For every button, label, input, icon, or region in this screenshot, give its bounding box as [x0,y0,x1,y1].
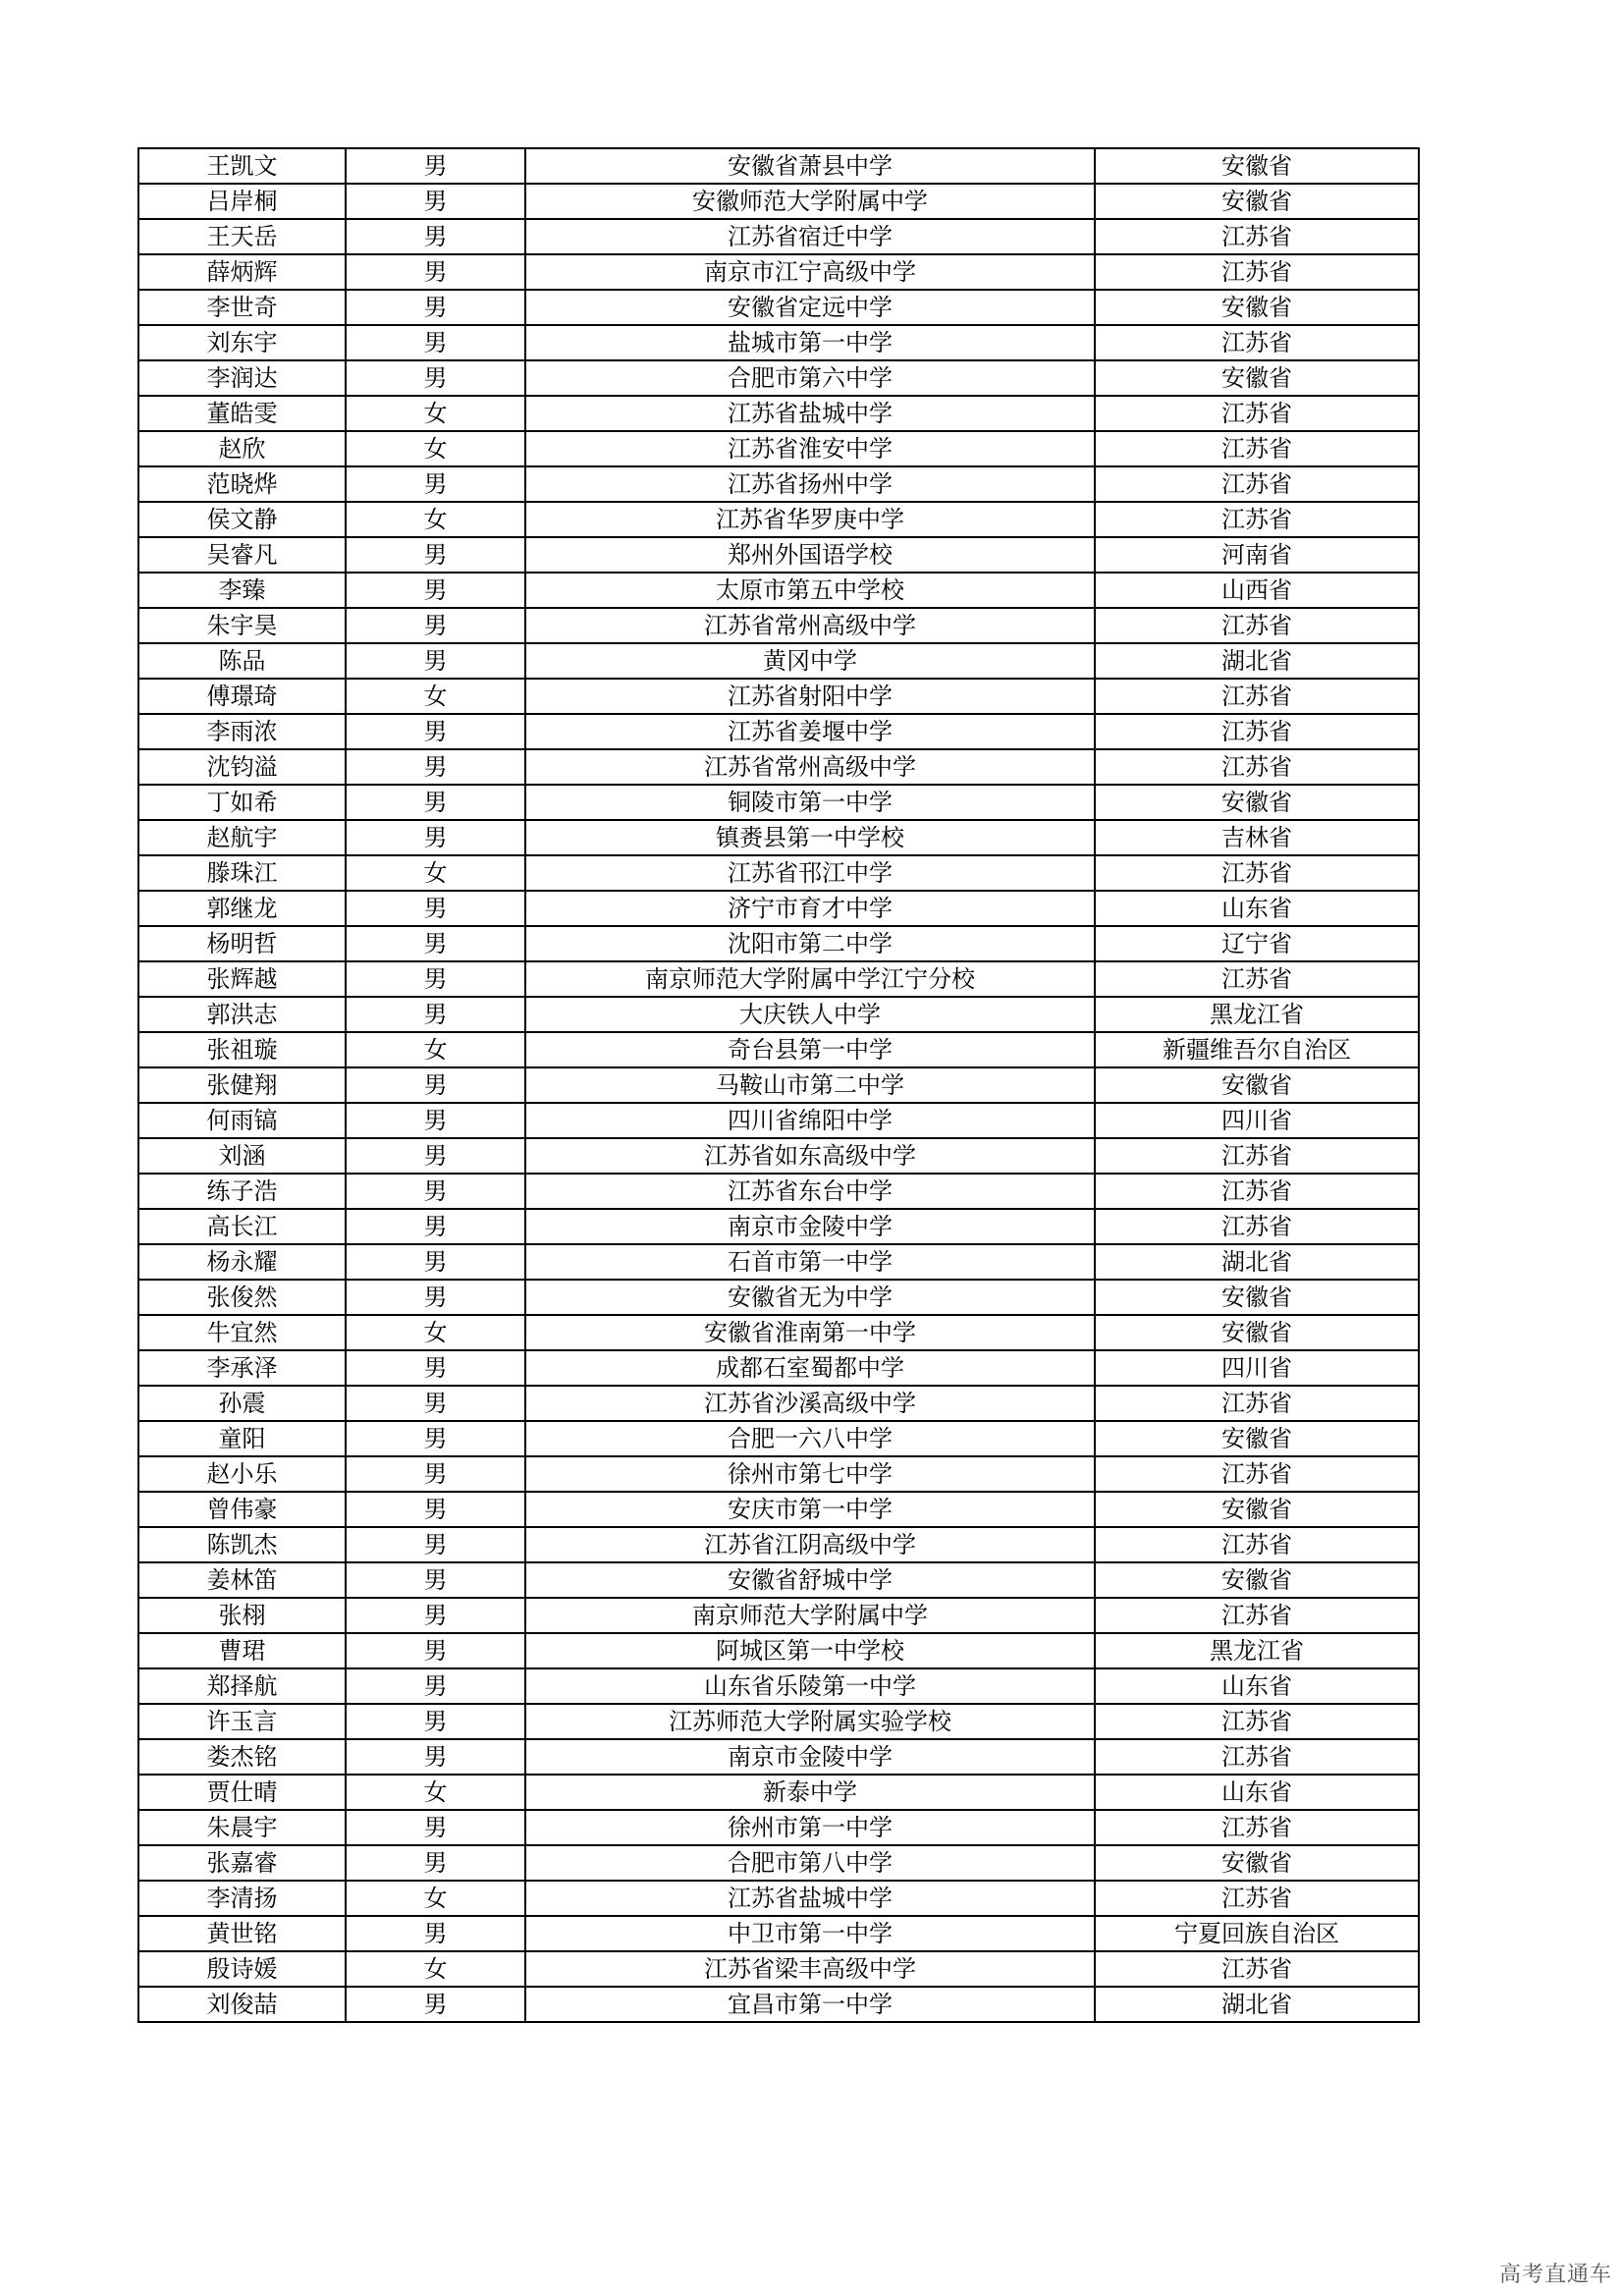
school-cell: 江苏省盐城中学 [525,396,1095,431]
table-row [138,1598,1419,1633]
gender-cell: 男 [346,1067,525,1103]
school-cell: 合肥一六八中学 [525,1421,1095,1456]
roster-table [137,147,1420,2023]
province-cell: 安徽省 [1095,1421,1419,1456]
student-name-cell: 张俊然 [138,1280,346,1315]
province-cell: 江苏省 [1095,219,1419,254]
school-cell: 江苏省扬州中学 [525,466,1095,502]
student-name-cell: 何雨镐 [138,1103,346,1138]
table-row [138,608,1419,643]
gender-cell: 男 [346,926,525,961]
table-row [138,1810,1419,1845]
table-row [138,1881,1419,1916]
student-name-cell: 曹珺 [138,1633,346,1668]
province-cell: 江苏省 [1095,1739,1419,1775]
table-row [138,148,1419,184]
gender-cell: 女 [346,1881,525,1916]
province-cell: 江苏省 [1095,1810,1419,1845]
student-name-cell: 刘东宇 [138,325,346,360]
table-row [138,1562,1419,1598]
school-cell: 成都石室蜀都中学 [525,1350,1095,1386]
province-cell: 安徽省 [1095,1492,1419,1527]
province-cell: 江苏省 [1095,1951,1419,1987]
school-cell: 江苏省宿迁中学 [525,219,1095,254]
student-name-cell: 许玉言 [138,1704,346,1739]
table-row [138,1280,1419,1315]
gender-cell: 男 [346,1916,525,1951]
student-name-cell: 沈钧溢 [138,749,346,785]
table-row [138,961,1419,997]
table-row [138,891,1419,926]
gender-cell: 男 [346,749,525,785]
school-cell: 南京市金陵中学 [525,1209,1095,1244]
province-cell: 安徽省 [1095,290,1419,325]
student-name-cell: 赵小乐 [138,1456,346,1492]
school-cell: 江苏省江阴高级中学 [525,1527,1095,1562]
province-cell: 辽宁省 [1095,926,1419,961]
province-cell: 河南省 [1095,537,1419,573]
gender-cell: 男 [346,537,525,573]
school-cell: 江苏省梁丰高级中学 [525,1951,1095,1987]
province-cell: 山西省 [1095,573,1419,608]
school-cell: 江苏省东台中学 [525,1174,1095,1209]
province-cell: 江苏省 [1095,1527,1419,1562]
student-name-cell: 曾伟豪 [138,1492,346,1527]
student-name-cell: 孙震 [138,1386,346,1421]
table-row [138,1138,1419,1174]
gender-cell: 男 [346,1138,525,1174]
student-name-cell: 杨明哲 [138,926,346,961]
table-row [138,1704,1419,1739]
student-name-cell: 李润达 [138,360,346,396]
province-cell: 山东省 [1095,1668,1419,1704]
school-cell: 江苏省华罗庚中学 [525,502,1095,537]
province-cell: 湖北省 [1095,1244,1419,1280]
student-name-cell: 赵欣 [138,431,346,466]
school-cell: 江苏省沙溪高级中学 [525,1386,1095,1421]
table-row [138,785,1419,820]
table-row [138,1527,1419,1562]
school-cell: 合肥市第六中学 [525,360,1095,396]
student-name-cell: 侯文静 [138,502,346,537]
table-row [138,679,1419,714]
school-cell: 盐城市第一中学 [525,325,1095,360]
school-cell: 阿城区第一中学校 [525,1633,1095,1668]
school-cell: 南京市江宁高级中学 [525,254,1095,290]
province-cell: 山东省 [1095,891,1419,926]
table-row [138,1492,1419,1527]
student-name-cell: 牛宜然 [138,1315,346,1350]
student-name-cell: 董皓雯 [138,396,346,431]
gender-cell: 男 [346,961,525,997]
gender-cell: 男 [346,148,525,184]
school-cell: 四川省绵阳中学 [525,1103,1095,1138]
student-name-cell: 傅璟琦 [138,679,346,714]
province-cell: 江苏省 [1095,1704,1419,1739]
province-cell: 江苏省 [1095,325,1419,360]
table-row [138,643,1419,679]
school-cell: 徐州市第七中学 [525,1456,1095,1492]
province-cell: 江苏省 [1095,1386,1419,1421]
table-row [138,396,1419,431]
gender-cell: 男 [346,325,525,360]
province-cell: 江苏省 [1095,396,1419,431]
gender-cell: 女 [346,1775,525,1810]
gender-cell: 男 [346,1421,525,1456]
gender-cell: 男 [346,1280,525,1315]
province-cell: 江苏省 [1095,608,1419,643]
table-row [138,1739,1419,1775]
student-name-cell: 陈凯杰 [138,1527,346,1562]
province-cell: 江苏省 [1095,714,1419,749]
gender-cell: 男 [346,820,525,855]
student-name-cell: 刘俊喆 [138,1987,346,2022]
gender-cell: 男 [346,1668,525,1704]
table-row [138,1209,1419,1244]
table-row [138,325,1419,360]
province-cell: 新疆维吾尔自治区 [1095,1032,1419,1067]
province-cell: 江苏省 [1095,254,1419,290]
gender-cell: 男 [346,608,525,643]
table-row [138,1315,1419,1350]
gender-cell: 男 [346,1386,525,1421]
gender-cell: 男 [346,1456,525,1492]
gender-cell: 男 [346,1739,525,1775]
school-cell: 奇台县第一中学 [525,1032,1095,1067]
student-name-cell: 高长江 [138,1209,346,1244]
school-cell: 安徽省淮南第一中学 [525,1315,1095,1350]
province-cell: 江苏省 [1095,749,1419,785]
table-row [138,1951,1419,1987]
school-cell: 徐州市第一中学 [525,1810,1095,1845]
table-row [138,714,1419,749]
table-row [138,1633,1419,1668]
student-name-cell: 王天岳 [138,219,346,254]
school-cell: 中卫市第一中学 [525,1916,1095,1951]
gender-cell: 男 [346,466,525,502]
gender-cell: 男 [346,573,525,608]
gender-cell: 女 [346,1951,525,1987]
student-name-cell: 朱晨宇 [138,1810,346,1845]
table-row [138,1103,1419,1138]
gender-cell: 男 [346,1845,525,1881]
table-row [138,254,1419,290]
province-cell: 安徽省 [1095,785,1419,820]
gender-cell: 男 [346,643,525,679]
table-row [138,573,1419,608]
gender-cell: 男 [346,1350,525,1386]
school-cell: 江苏师范大学附属实验学校 [525,1704,1095,1739]
student-name-cell: 娄杰铭 [138,1739,346,1775]
student-name-cell: 张祖璇 [138,1032,346,1067]
student-name-cell: 滕珠江 [138,855,346,891]
school-cell: 镇赉县第一中学校 [525,820,1095,855]
province-cell: 江苏省 [1095,431,1419,466]
school-cell: 江苏省姜堰中学 [525,714,1095,749]
school-cell: 南京师范大学附属中学江宁分校 [525,961,1095,997]
province-cell: 安徽省 [1095,360,1419,396]
table-row [138,360,1419,396]
gender-cell: 女 [346,1315,525,1350]
province-cell: 安徽省 [1095,1845,1419,1881]
province-cell: 安徽省 [1095,1562,1419,1598]
roster-table-body [138,148,1419,2022]
province-cell: 江苏省 [1095,1881,1419,1916]
province-cell: 吉林省 [1095,820,1419,855]
school-cell: 江苏省射阳中学 [525,679,1095,714]
school-cell: 南京师范大学附属中学 [525,1598,1095,1633]
gender-cell: 男 [346,1103,525,1138]
gender-cell: 女 [346,502,525,537]
school-cell: 江苏省盐城中学 [525,1881,1095,1916]
gender-cell: 男 [346,1244,525,1280]
table-row [138,1174,1419,1209]
gender-cell: 男 [346,1704,525,1739]
table-row [138,431,1419,466]
province-cell: 黑龙江省 [1095,1633,1419,1668]
student-name-cell: 黄世铭 [138,1916,346,1951]
student-name-cell: 李世奇 [138,290,346,325]
gender-cell: 男 [346,254,525,290]
school-cell: 南京市金陵中学 [525,1739,1095,1775]
gender-cell: 女 [346,855,525,891]
province-cell: 江苏省 [1095,502,1419,537]
school-cell: 石首市第一中学 [525,1244,1095,1280]
gender-cell: 男 [346,1598,525,1633]
gender-cell: 男 [346,997,525,1032]
gender-cell: 男 [346,360,525,396]
school-cell: 新泰中学 [525,1775,1095,1810]
province-cell: 江苏省 [1095,961,1419,997]
table-row [138,1244,1419,1280]
table-row [138,1668,1419,1704]
province-cell: 宁夏回族自治区 [1095,1916,1419,1951]
student-name-cell: 张嘉睿 [138,1845,346,1881]
school-cell: 黄冈中学 [525,643,1095,679]
province-cell: 江苏省 [1095,855,1419,891]
student-name-cell: 张栩 [138,1598,346,1633]
school-cell: 宜昌市第一中学 [525,1987,1095,2022]
province-cell: 安徽省 [1095,1067,1419,1103]
province-cell: 江苏省 [1095,1138,1419,1174]
table-row [138,184,1419,219]
province-cell: 湖北省 [1095,643,1419,679]
student-name-cell: 杨永耀 [138,1244,346,1280]
province-cell: 江苏省 [1095,679,1419,714]
school-cell: 安徽省定远中学 [525,290,1095,325]
watermark-text: 高考直通车 [1498,2263,1612,2287]
gender-cell: 女 [346,396,525,431]
student-name-cell: 王凯文 [138,148,346,184]
province-cell: 江苏省 [1095,466,1419,502]
school-cell: 安徽省舒城中学 [525,1562,1095,1598]
table-row [138,502,1419,537]
student-name-cell: 朱宇昊 [138,608,346,643]
table-row [138,1775,1419,1810]
gender-cell: 男 [346,1174,525,1209]
table-row [138,997,1419,1032]
gender-cell: 男 [346,1209,525,1244]
student-name-cell: 李承泽 [138,1350,346,1386]
school-cell: 安徽省萧县中学 [525,148,1095,184]
school-cell: 合肥市第八中学 [525,1845,1095,1881]
student-name-cell: 郭洪志 [138,997,346,1032]
gender-cell: 男 [346,1987,525,2022]
school-cell: 铜陵市第一中学 [525,785,1095,820]
table-row [138,1421,1419,1456]
gender-cell: 男 [346,1492,525,1527]
gender-cell: 男 [346,1810,525,1845]
table-row [138,219,1419,254]
school-cell: 安庆市第一中学 [525,1492,1095,1527]
table-row [138,820,1419,855]
table-row [138,1032,1419,1067]
gender-cell: 男 [346,1527,525,1562]
school-cell: 江苏省如东高级中学 [525,1138,1095,1174]
province-cell: 江苏省 [1095,1209,1419,1244]
student-name-cell: 吴睿凡 [138,537,346,573]
student-name-cell: 赵航宇 [138,820,346,855]
gender-cell: 女 [346,431,525,466]
gender-cell: 女 [346,679,525,714]
student-name-cell: 李清扬 [138,1881,346,1916]
school-cell: 济宁市育才中学 [525,891,1095,926]
gender-cell: 男 [346,891,525,926]
gender-cell: 女 [346,1032,525,1067]
province-cell: 江苏省 [1095,1598,1419,1633]
gender-cell: 男 [346,785,525,820]
province-cell: 江苏省 [1095,1456,1419,1492]
student-name-cell: 练子浩 [138,1174,346,1209]
gender-cell: 男 [346,219,525,254]
student-name-cell: 陈品 [138,643,346,679]
school-cell: 江苏省常州高级中学 [525,749,1095,785]
student-name-cell: 丁如希 [138,785,346,820]
school-cell: 大庆铁人中学 [525,997,1095,1032]
province-cell: 安徽省 [1095,1280,1419,1315]
province-cell: 江苏省 [1095,1174,1419,1209]
student-name-cell: 姜林笛 [138,1562,346,1598]
school-cell: 江苏省淮安中学 [525,431,1095,466]
province-cell: 安徽省 [1095,148,1419,184]
table-row [138,1386,1419,1421]
gender-cell: 男 [346,290,525,325]
province-cell: 四川省 [1095,1350,1419,1386]
province-cell: 安徽省 [1095,184,1419,219]
school-cell: 山东省乐陵第一中学 [525,1668,1095,1704]
student-name-cell: 张辉越 [138,961,346,997]
gender-cell: 男 [346,714,525,749]
province-cell: 山东省 [1095,1775,1419,1810]
table-row [138,1987,1419,2022]
table-row [138,290,1419,325]
table-row [138,749,1419,785]
table-row [138,1067,1419,1103]
table-row [138,466,1419,502]
school-cell: 江苏省常州高级中学 [525,608,1095,643]
gender-cell: 男 [346,184,525,219]
table-row [138,1845,1419,1881]
student-name-cell: 李臻 [138,573,346,608]
table-row [138,926,1419,961]
province-cell: 安徽省 [1095,1315,1419,1350]
school-cell: 沈阳市第二中学 [525,926,1095,961]
table-row [138,1456,1419,1492]
student-name-cell: 薛炳辉 [138,254,346,290]
table-row [138,1350,1419,1386]
student-name-cell: 张健翔 [138,1067,346,1103]
school-cell: 太原市第五中学校 [525,573,1095,608]
table-row [138,855,1419,891]
student-name-cell: 殷诗媛 [138,1951,346,1987]
student-name-cell: 范晓烨 [138,466,346,502]
school-cell: 安徽省无为中学 [525,1280,1095,1315]
student-name-cell: 童阳 [138,1421,346,1456]
province-cell: 湖北省 [1095,1987,1419,2022]
school-cell: 江苏省邗江中学 [525,855,1095,891]
gender-cell: 男 [346,1562,525,1598]
student-name-cell: 郑择航 [138,1668,346,1704]
school-cell: 马鞍山市第二中学 [525,1067,1095,1103]
table-row [138,537,1419,573]
student-name-cell: 吕岸桐 [138,184,346,219]
school-cell: 郑州外国语学校 [525,537,1095,573]
student-name-cell: 李雨浓 [138,714,346,749]
province-cell: 四川省 [1095,1103,1419,1138]
student-name-cell: 刘涵 [138,1138,346,1174]
student-name-cell: 郭继龙 [138,891,346,926]
province-cell: 黑龙江省 [1095,997,1419,1032]
school-cell: 安徽师范大学附属中学 [525,184,1095,219]
gender-cell: 男 [346,1633,525,1668]
table-row [138,1916,1419,1951]
student-name-cell: 贾仕晴 [138,1775,346,1810]
